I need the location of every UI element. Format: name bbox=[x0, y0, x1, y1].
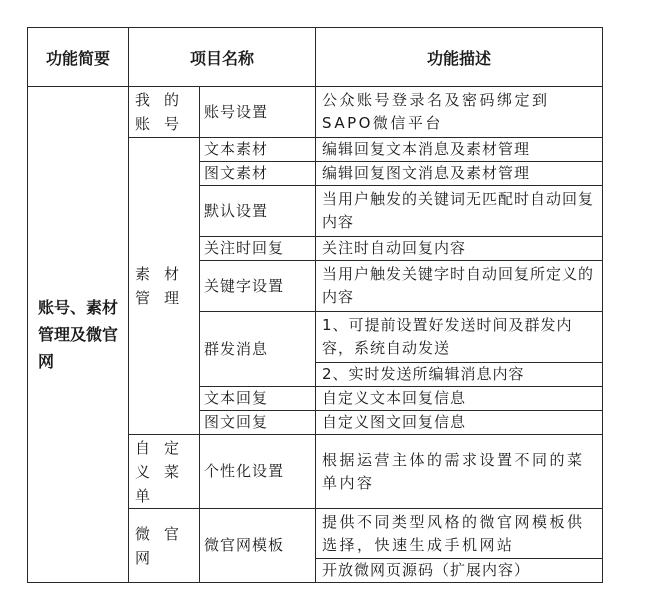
item-image-text-reply: 图文回复 bbox=[200, 411, 316, 435]
item-account-settings: 账号设置 bbox=[200, 87, 316, 138]
header-item-name: 项目名称 bbox=[129, 28, 316, 87]
desc-default-settings: 当用户触发的关键词无匹配时自动回复内容 bbox=[316, 186, 603, 237]
category-micro-site: 微官网 bbox=[129, 509, 200, 583]
item-default-settings: 默认设置 bbox=[200, 186, 316, 237]
desc-mass-message-realtime: 2、实时发送所编辑消息内容 bbox=[316, 363, 603, 387]
desc-follow-reply: 关注时自动回复内容 bbox=[316, 237, 603, 261]
summary-cell: 账号、素材管理及微官网 bbox=[28, 87, 129, 583]
category-materials: 素材管理 bbox=[129, 138, 200, 435]
desc-keyword-settings: 当用户触发关键字时自动回复所定义的内容 bbox=[316, 261, 603, 312]
category-my-account: 我的账号 bbox=[129, 87, 200, 138]
header-summary: 功能简要 bbox=[28, 28, 129, 87]
table-row bbox=[28, 87, 603, 138]
desc-account-settings: 公众账号登录名及密码绑定到SAPO微信平台 bbox=[316, 87, 603, 138]
item-follow-reply: 关注时回复 bbox=[200, 237, 316, 261]
desc-open-source: 开放微网页源码（扩展内容） bbox=[316, 559, 603, 583]
item-personalization: 个性化设置 bbox=[200, 435, 316, 509]
desc-text-reply: 自定义文本回复信息 bbox=[316, 387, 603, 411]
item-image-text-material: 图文素材 bbox=[200, 162, 316, 186]
desc-image-text-material: 编辑回复图文消息及素材管理 bbox=[316, 162, 603, 186]
item-keyword-settings: 关键字设置 bbox=[200, 261, 316, 312]
item-mass-message: 群发消息 bbox=[200, 312, 316, 387]
header-description: 功能描述 bbox=[316, 28, 603, 87]
item-micro-site-template: 微官网模板 bbox=[200, 509, 316, 583]
item-text-reply: 文本回复 bbox=[200, 387, 316, 411]
desc-personalization: 根据运营主体的需求设置不同的菜单内容 bbox=[316, 435, 603, 509]
header-row bbox=[28, 28, 603, 87]
desc-text-material: 编辑回复文本消息及素材管理 bbox=[316, 138, 603, 162]
category-custom-menu: 自定义菜单 bbox=[129, 435, 200, 509]
desc-micro-site-template: 提供不同类型风格的微官网模板供选择，快速生成手机网站 bbox=[316, 509, 603, 559]
desc-image-text-reply: 自定义图文回复信息 bbox=[316, 411, 603, 435]
feature-table bbox=[27, 27, 603, 583]
desc-mass-message-scheduled: 1、可提前设置好发送时间及群发内容，系统自动发送 bbox=[316, 312, 603, 363]
item-text-material: 文本素材 bbox=[200, 138, 316, 162]
